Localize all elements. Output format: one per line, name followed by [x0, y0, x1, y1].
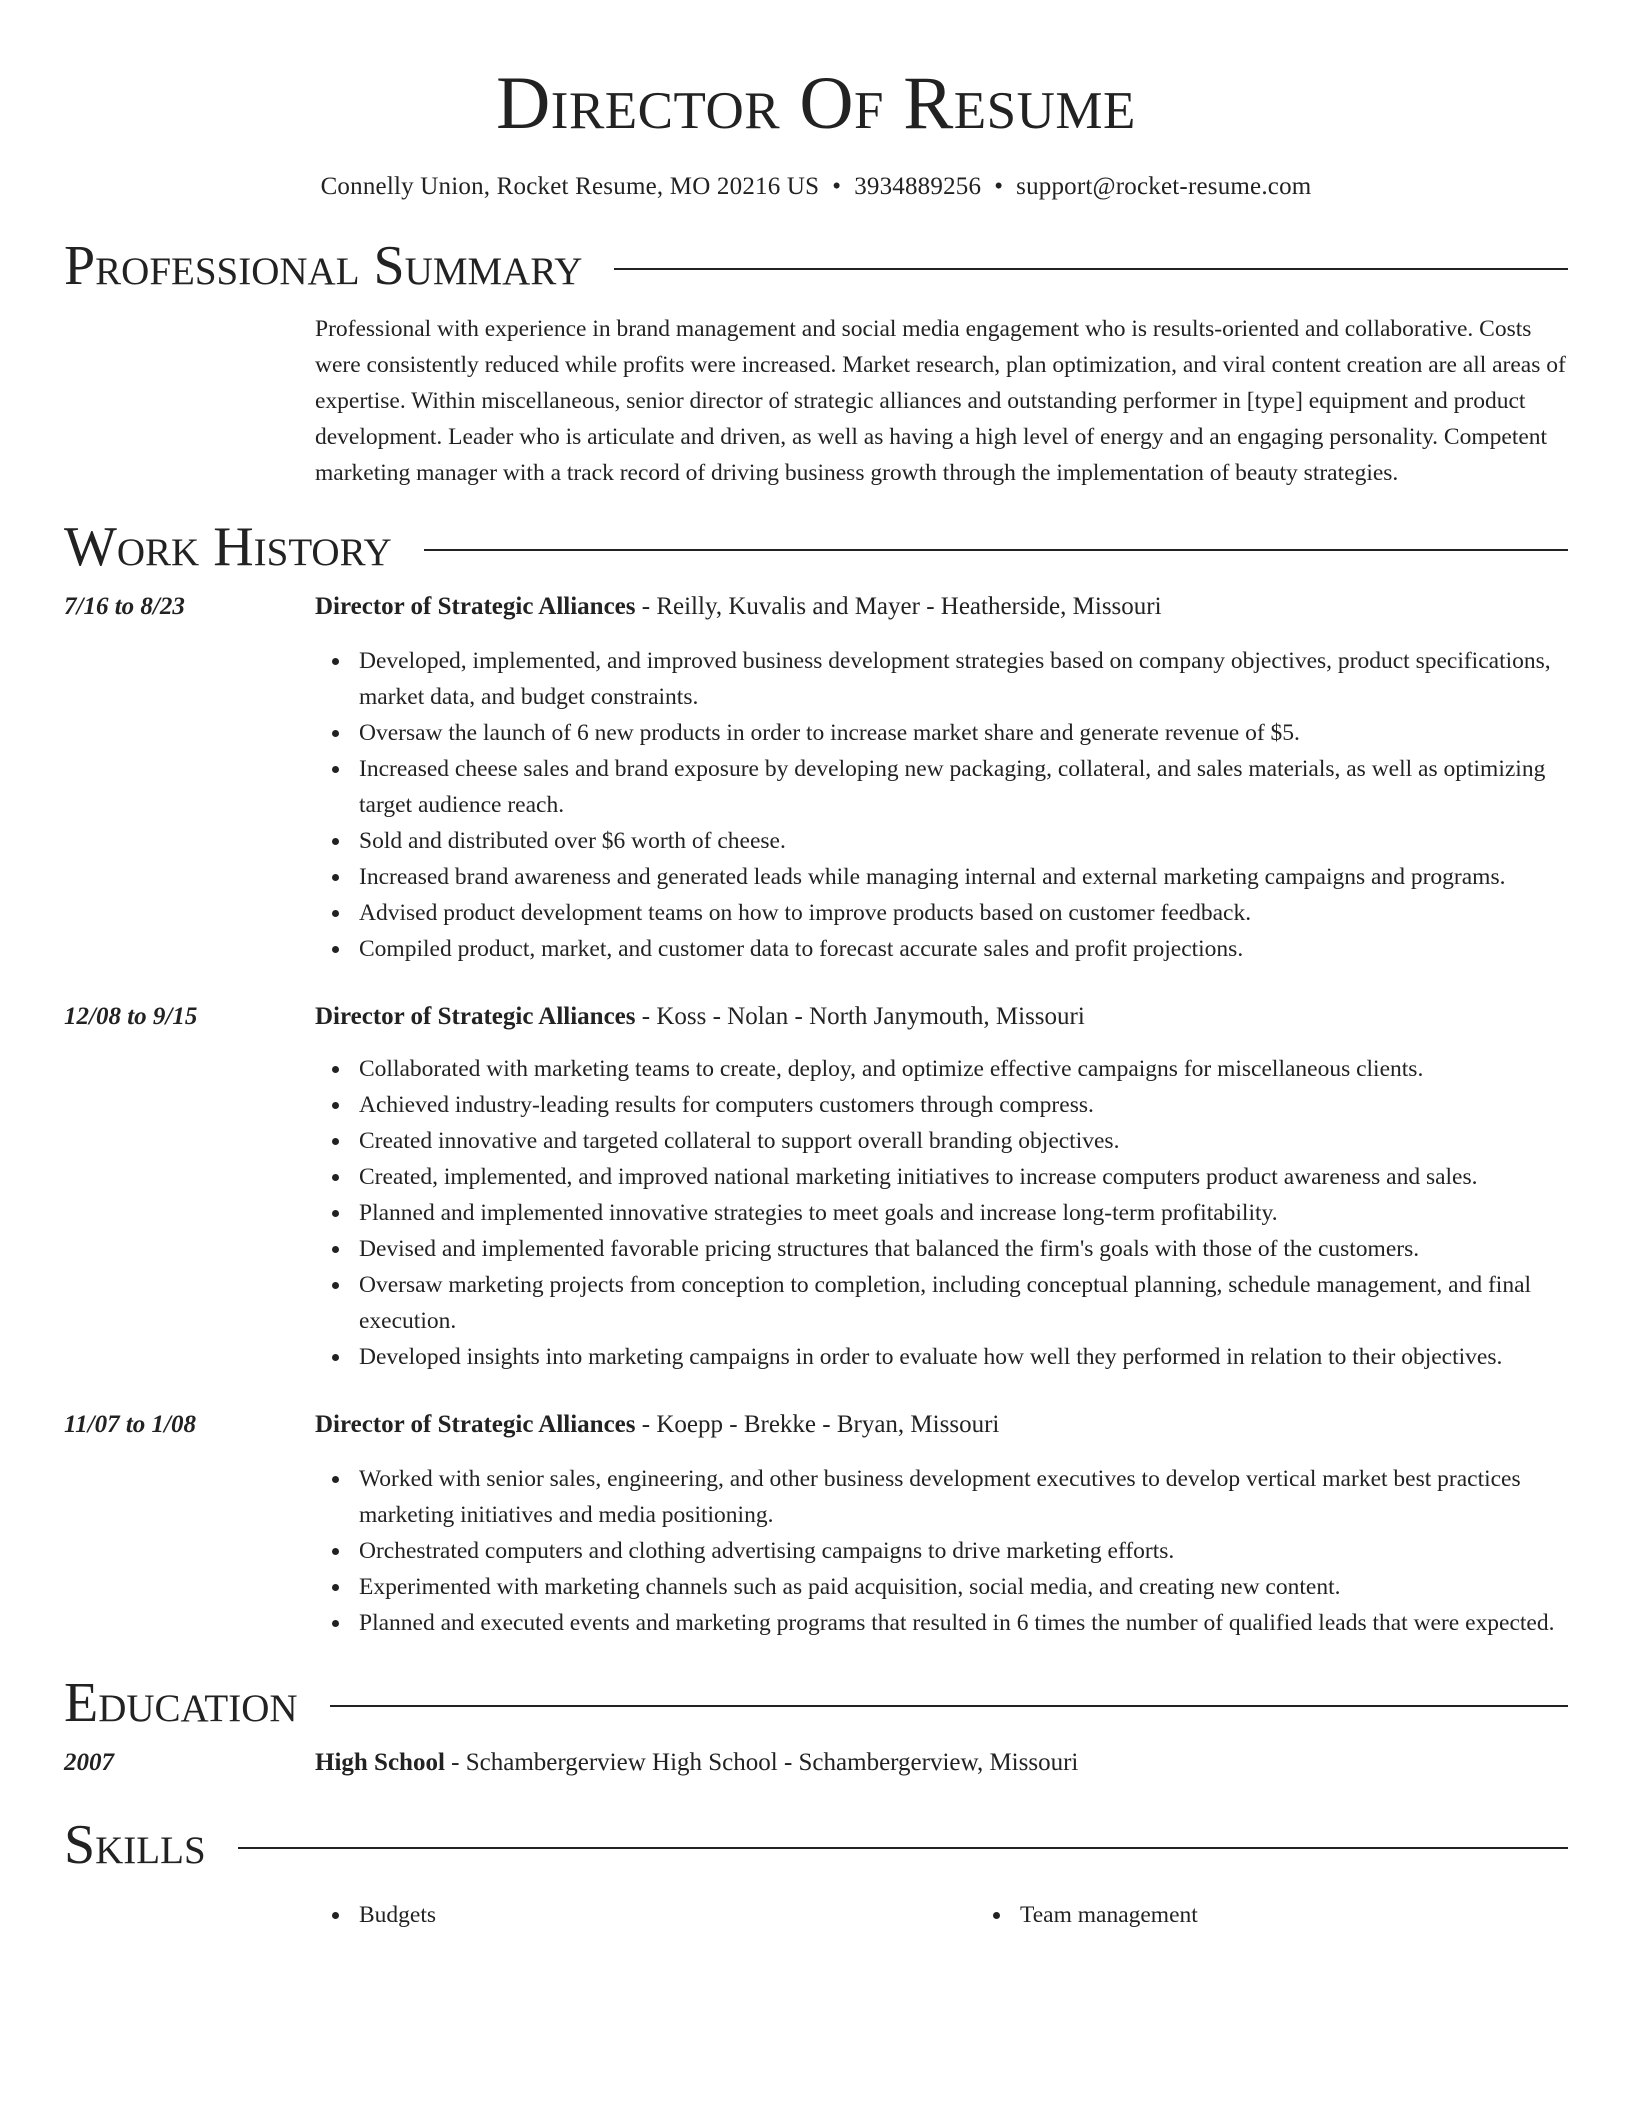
skills-section-heading [64, 1809, 1568, 1881]
job-bullet: Oversaw the launch of 6 new products in order to increase market share and generate revenue of $5. [359, 715, 1568, 751]
job-dates: 12/08 to 9/15 [64, 1003, 198, 1030]
job-bullet: Orchestrated computers and clothing advertising campaigns to drive marketing efforts. [359, 1533, 1568, 1569]
education-degree: High School [315, 1749, 445, 1776]
skills-row [64, 1897, 1568, 1933]
job-title: Director of Strategic Alliances [315, 1003, 636, 1030]
skill-item: Team management [1020, 1897, 1632, 1933]
work-history-heading: Work History [64, 516, 392, 578]
job-body [315, 999, 1568, 1375]
job-body [315, 589, 1568, 967]
skills-grid [315, 1897, 1632, 1933]
job-bullet: Worked with senior sales, engineering, and other business development executives to develop vertical market best practices marketing initiatives and media positioning. [359, 1461, 1568, 1533]
job-bullet: Devised and implemented favorable pricing structures that balanced the firm's goals with those of the customers. [359, 1231, 1568, 1267]
job-bullet: Planned and implemented innovative strategies to meet goals and increase long-term profitability. [359, 1195, 1568, 1231]
job-bullet-list [315, 1051, 1568, 1375]
job-details: - Koss - Nolan - North Janymouth, Missouri [635, 1003, 1085, 1030]
education-details: - Schambergerview High School - Schambergerview, Missouri [444, 1749, 1079, 1776]
job-title-line [315, 999, 1568, 1035]
job-title: Director of Strategic Alliances [315, 1411, 636, 1438]
education-line [315, 1745, 1568, 1781]
job-bullet: Collaborated with marketing teams to create, deploy, and optimize effective campaigns for miscellaneous clients. [359, 1051, 1568, 1087]
work-history-section-heading [64, 511, 1568, 583]
job-bullet: Developed insights into marketing campaigns in order to evaluate how well they performed in relation to their objectives. [359, 1339, 1568, 1375]
education-entry [64, 1745, 1568, 1781]
contact-address: Connelly Union, Rocket Resume, MO 20216 US [320, 173, 820, 200]
contact-line [64, 170, 1568, 204]
job-bullet: Planned and executed events and marketing programs that resulted in 6 times the number of qualified leads that were expected. [359, 1605, 1568, 1641]
job-title-line [315, 589, 1568, 625]
job-entry [64, 589, 1568, 967]
summary-text: Professional with experience in brand management and social media engagement who is results-oriented and collaborative. Costs were consistently reduced while profits were increased. Market research, plan optimization, and viral content creation are all areas of expertise. Within miscellaneous, senior director of strategic alliances and outstanding performer in [type] equipment and product development. Leader who is articulate and driven, as well as having a high level of energy and an engaging personality. Competent marketing manager with a track record of driving business growth through the implementation of beauty strategies. [315, 316, 1566, 486]
job-entry [64, 999, 1568, 1375]
job-bullet-list [315, 1461, 1568, 1641]
job-dates: 11/07 to 1/08 [64, 1411, 196, 1438]
contact-separator: • [994, 173, 1004, 200]
job-bullet: Advised product development teams on how to improve products based on customer feedback. [359, 895, 1568, 931]
job-dates: 7/16 to 8/23 [64, 593, 185, 620]
education-body [315, 1745, 1568, 1781]
job-bullet: Sold and distributed over $6 worth of cheese. [359, 823, 1568, 859]
skills-list-right [976, 1897, 1632, 1933]
summary-section-heading [64, 230, 1568, 302]
skill-item: Budgets [359, 1897, 976, 1933]
resume-name: Director Of Resume [496, 62, 1136, 145]
skills-heading: Skills [64, 1814, 206, 1876]
section-divider [424, 549, 1568, 551]
job-title: Director of Strategic Alliances [315, 593, 636, 620]
section-divider [614, 268, 1568, 270]
job-entry [64, 1407, 1568, 1641]
job-details: - Reilly, Kuvalis and Mayer - Heatherside, Missouri [635, 593, 1162, 620]
job-bullet: Developed, implemented, and improved business development strategies based on company objectives, product specifications, market data, and budget constraints. [359, 643, 1568, 715]
contact-separator: • [832, 173, 842, 200]
contact-phone: 3934889256 [854, 173, 982, 200]
job-bullet: Created innovative and targeted collateral to support overall branding objectives. [359, 1123, 1568, 1159]
education-heading: Education [64, 1672, 298, 1734]
skills-list-left [315, 1897, 976, 1933]
section-divider [330, 1705, 1568, 1707]
education-section-heading [64, 1667, 1568, 1739]
job-details: - Koepp - Brekke - Bryan, Missouri [635, 1411, 1000, 1438]
job-bullet: Oversaw marketing projects from conception to completion, including conceptual planning, schedule management, and final execution. [359, 1267, 1568, 1339]
job-bullet: Created, implemented, and improved national marketing initiatives to increase computers product awareness and sales. [359, 1159, 1568, 1195]
job-bullet: Achieved industry-leading results for computers customers through compress. [359, 1087, 1568, 1123]
summary-heading: Professional Summary [64, 235, 583, 297]
section-divider [238, 1847, 1568, 1849]
job-bullet: Compiled product, market, and customer data to forecast accurate sales and profit projections. [359, 931, 1568, 967]
education-year: 2007 [64, 1749, 114, 1776]
contact-email: support@rocket-resume.com [1016, 173, 1312, 200]
job-bullet: Increased brand awareness and generated leads while managing internal and external marketing campaigns and programs. [359, 859, 1568, 895]
summary-row [64, 311, 1568, 491]
job-bullet: Increased cheese sales and brand exposure by developing new packaging, collateral, and sales materials, as well as optimizing target audience reach. [359, 751, 1568, 823]
job-bullet-list [315, 643, 1568, 967]
job-body [315, 1407, 1568, 1641]
job-title-line [315, 1407, 1568, 1443]
job-bullet: Experimented with marketing channels such as paid acquisition, social media, and creating new content. [359, 1569, 1568, 1605]
